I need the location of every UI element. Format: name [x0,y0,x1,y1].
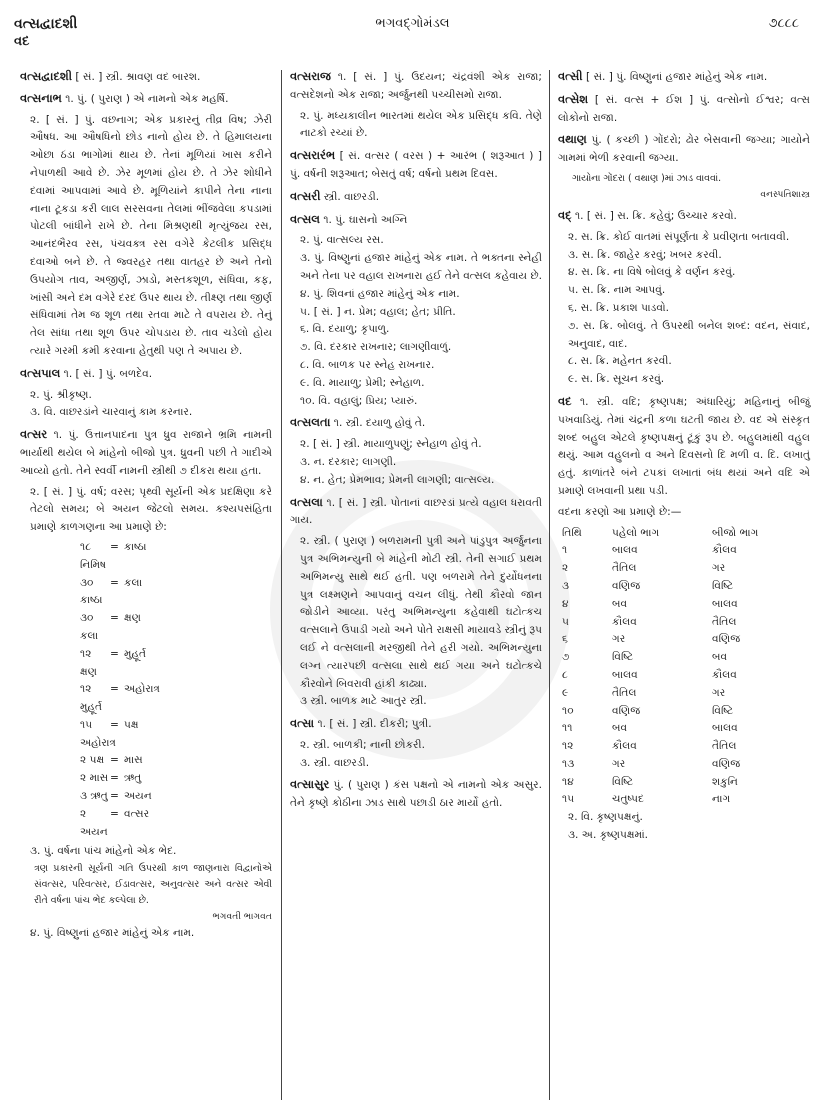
sense: ૮. સ. ક્રિ. મહેનત કરવી. [568,355,672,368]
cell: = [110,612,119,625]
headword: વત્સપાલ [20,365,61,380]
entry [20,90,272,109]
sense-list [290,436,542,489]
sense: ૨. વિ. કૃષ્ણપક્ષનું. [568,811,643,824]
table-row [562,720,810,738]
entry [20,365,272,384]
table-row [80,539,272,575]
cell: ૩ ઋતુ [80,790,108,803]
cell: ૨ માસ [80,772,109,785]
headword: વત્સલા [290,494,323,509]
cell: વિષ્ટિ [712,579,734,592]
cell: કૌલવ [612,615,637,628]
cell: વણિજ [612,704,641,717]
headword: વત્સલતા [290,415,331,430]
entry [290,715,542,734]
cell: = [110,754,119,767]
table-row [80,610,272,646]
cell: ૧૫ [562,793,575,806]
sense: ૧૦. વિ. વહાલું; પ્રિય; પ્યારું. [300,394,418,407]
headword: વદ્ [558,207,572,222]
cell: ગર [712,686,726,699]
cell: નાગ [712,793,731,806]
sense: ૩. અ. કૃષ્ણપક્ષમાં. [568,829,649,842]
table-row [80,752,272,770]
table-row [80,575,272,611]
quotation: ગાયોના ગોંદરા ( વથાણ )માં ઝાડ વાવવાં. [572,172,722,184]
cell: ગર [612,757,626,770]
sense: ૪. સ. ક્રિ. ના વિષે બોલવું કે વર્ણન કરવું. [568,266,736,279]
quotation-source: વનસ્પતિશાસ્ત્ર [760,188,810,200]
sense: ૨. સ્ત્રી. ( પુરાણ ) બળરામની પુત્રી અને પાંડુપુત્ર અર્જુનના પુત્ર અભિમન્યુની બે માંહેની મોટી સ્ત્રી. તેની સગાઈ પ્રથમ અભિમન્યુ સાથે થઈ હતી. પણ બળરામે તેને દુર્યોધનના પુત્ર લક્ષ્મણને આપવાનું વચન લીધું. તેથી કૌરવો જાન જોડીને આવ્યા. પરંતુ અભિમન્યુના કહેવાથી ઘટોત્કચ વત્સલાને ઉપાડી ગયો અને પોતે રાક્ષસી માયાવડે સ્ત્રીનું રૂપ લઈ ને વત્સલાની મરજીથી તેને હરી ગયો. અભિમન્યુના લગ્ન ત્યારપછી વત્સલા સાથે થઈ ગયા અને ઘટોત્કચે કૌરવોને બિવરાવી હાંકી કાઢ્યા. [300,535,542,690]
cell: ૧૧ [562,722,573,735]
table-row [562,631,810,649]
sense: ૨. સ. ક્રિ. કોઈ વાતમાં સંપૂર્ણતા કે પ્રવીણતા બતાવવી. [568,230,790,243]
left-guide-word: વત્સદ્વાદશી [14,16,78,32]
table-row [80,646,272,682]
cell: વણિજ [712,757,741,770]
cell: બવ [612,722,628,735]
cell: = [110,540,119,553]
entry [290,494,542,531]
headword: વત્સેશ [558,91,589,106]
cell: ૨ અયન [80,807,108,838]
headword: વથાણ [558,132,587,147]
definition: ૧. [ સં. ] પું. ઉદયન; ચંદ્રવંશી એક રાજા; વત્સદેશનો એક રાજા; અર્જુનથી પચ્ચીસમો રાજા. [290,71,542,101]
cell: ઋતુ [124,772,142,785]
cell: માસ [124,754,143,767]
definition: ૧. પું. ઘાસનો અગ્નિ [319,213,408,226]
table-row [562,756,810,774]
cell: મુહૂર્ત [124,647,147,660]
definition: ૧. [ સં. ] સ્ત્રી. પોતાનાં વાછરડાં પ્રત્યે વહાલ ધરાવતી ગાય. [290,496,542,527]
cell: = [110,718,119,731]
definition: ૧. [ સં. ] સ. ક્રિ. કહેવું; ઉચ્ચાર કરવો. [571,209,737,222]
table-row [562,578,810,596]
entry [290,68,542,105]
karan-table [558,542,810,809]
headword: વત્સરી [290,188,321,203]
sense: ૭. વિ. દરકાર રાખનાર; લાગણીવાળું. [300,341,452,354]
headword: વત્સલ [290,211,320,226]
definition: ૧. સ્ત્રી. વદિ; કૃષ્ણપક્ષ; અંધારિયું; મહિનાનું બીજું પખવાડિયું. તેમાં ચંદ્રની કળા ઘટતી જાય છે. વદ એ સંસ્કૃત શબ્દ બહુલ એટલે કૃષ્ણપક્ષનું ટૂંકું રૂપ છે. બહુલમાંથી વહુલ થયું. આમ વહુલનો વ અને દિવસનો દિ મળી વ. દિ. લખાતું હતું. કાળાંતરે બંને ટપકાં લખાતાં બંધ થયાં અને વદિ એ પ્રમાણે લખવાની પ્રથા પડી. [558,395,810,497]
cell: તૈતિલ [712,615,737,628]
cell: કૌલવ [712,668,737,681]
headword: વત્સાસુર [290,777,330,792]
cell: તૈતિલ [612,686,637,699]
cell: ૧૨ મુહૂર્ત [80,683,103,714]
sense: ૪. પું. વિષ્ણુનાં હજાર માંહેનું એક નામ. [30,927,195,940]
headword: વત્સદ્વાદશી [20,69,73,83]
quotation: ત્રણ પ્રકારની સૂર્યની ગતિ ઉપરથી કાળ જાણનારા વિદ્વાનોએ સંવત્સર, પરિવત્સર, ઈડાવત્સર, અનુવત્સર અને વત્સર એવી રીતે વર્ષના પાંચ ભેદ કલ્પેલા છે. [34,863,272,907]
entry [558,131,810,168]
sense: ૩ સ્ત્રી. બાળક માટે આતુર સ્ત્રી. [300,695,427,708]
table-row [562,649,810,667]
definition: ૧. [ સં. ] પું. બળદેવ. [60,367,153,380]
definition: ૧. પું. ઉત્તાનપાદના પુત્ર ધ્રુવ રાજાને ભ્રમિ નામની ભાર્યાથી થયેલ બે માંહેનો બીજો પુત્ર. ધ્રુવની પછી તે ગાદીએ આવ્યો હતો. તેને સ્વર્વી નામની સ્ત્રીથી ૭ દીકરા થયા હતા. [20,429,272,477]
entry [558,68,810,87]
cell: બવ [712,651,728,664]
sense: ૯. વિ. માયાળુ; પ્રેમી; સ્નેહાળ. [300,376,425,389]
cell: વત્સર [124,807,150,820]
sense: ૬. વિ. દયાળુ; કૃપાળુ. [300,323,390,336]
column-2 [290,68,542,816]
header-tithi: તિથિ [562,526,582,539]
cell: ક્ષણ [124,612,141,625]
definition: [ સં. ] પું. વિષ્ણુનાં હજાર માંહેનું એક નામ. [582,71,768,83]
entry [290,211,542,230]
cell: ૧૫ અહોરાત્ર [80,718,116,749]
headword: વદ [558,393,572,408]
cell: ગર [712,562,726,575]
table-row [562,596,810,614]
sense-list [558,229,810,389]
quotation-source: ભગવતી ભાગવત [212,911,272,923]
cell: = [110,576,119,589]
entry [290,776,542,813]
left-guide-sub: વદ [14,34,30,49]
sense: ૩. ન. દરકાર; લાગણી. [300,455,397,468]
entry [558,91,810,128]
headword: વત્સનાભ [20,90,62,105]
headword: વત્સી [558,69,583,83]
sense: ૨. સ્ત્રી. બાળકી; નાની છોકરી. [300,738,425,751]
sense: ૩. સ. ક્રિ. જાહેર કરવું; ખબર કરવી. [568,248,722,261]
cell: ચતુષ્પદ [612,793,644,806]
column-divider-1 [281,70,282,1100]
definition: [ સં. વત્સ + ઈશ ] પું. વત્સોનો ઈશ્વર; વત્સ લોકોનો રાજા. [558,93,810,124]
sense: ૨. પું. શ્રીકૃષ્ણ. [30,388,92,401]
sense: ૨. [ સં. ] પું. વછનાગ; એક પ્રકારનું તીવ્ર વિષ; ઝેરી ઔષધ. આ ઔષધિનો છોડ નાનો હોય છે. તે હિમાલયના ઓછા ઠંડા ભાગોમાં થાય છે. તેનાં મૂળિયાં ખાસ કરીને નેપાળથી આવે છે. ઝેર મૂળમાં હોય છે. તે ઝેર શોધીને દવામાં આપવામાં આવે છે. મૂળિયાંને કાપીને તેના નાના નાના ટૂકડા કરી લાલ સરસવના તેલમાં ભીંજવેલા કપડામાં પોટલી બાંધીને રાખે છે. તેના મિશ્રણથી મૃત્યુંજય રસ, આનંદભૈરવ રસ, પંચવક્ત્ર રસ વગેરે કેટલીક પ્રસિદ્ધ દવાઓ બને છે. તે જ્વરહર તથા વાતહર છે અને તેનો ઉપયોગ તાવ, અજીર્ણ, ઝાડો, મસ્તકશૂળ, સંધિવા, કફ, ખાંસી અને દમ વગેરે દરદ ઉપર થાય છે. તીક્ષ્ણ તથા જીર્ણ સંધિવામાં તેમ જ શૂળ તથા રતવા માટે તે વપરાય છે. તેનું તેલ સાંધા તથા શૂળ ઉપર ચોપડાય છે. તાવ ચડેલો હોય ત્યારે ગરમી કમી કરવાના હેતુથી પણ તે અપાય છે. [30,113,272,357]
sense: ૯. સ. ક્રિ. સૂચન કરવું. [568,373,665,386]
cell: ૧૩ [562,757,575,770]
cell: ૩૦ કલા [80,612,99,642]
cell: ગર [612,633,626,646]
table-row [562,667,810,685]
sense: ૨. પું. વાત્સલ્ય રસ. [300,234,384,247]
cell: = [110,807,119,820]
cell: ૯ [562,686,569,699]
sense: ૫. સ. ક્રિ. નામ આપવું. [568,284,666,297]
dictionary-title: ભગવદ્ગોમંડલ [375,16,450,31]
entry [290,147,542,184]
cell: = [110,683,119,696]
karan-intro: વદના કરણો આ પ્રમાણે છે:— [558,505,682,518]
cell: તૈતિલ [612,562,637,575]
table-row [562,685,810,703]
cell: વિષ્ટિ [612,651,634,664]
table-row [562,774,810,792]
definition: ૧. [ સં. ] સ્ત્રી. દીકરી; પુત્રી. [314,718,432,731]
headword: વત્સા [290,716,315,731]
table-row [562,703,810,721]
column-1 [20,68,272,943]
cell: ૧ [562,544,568,557]
sense: ૨. [ સં. ] સ્ત્રી. માયાળુપણું; સ્નેહાળ હોવું તે. [300,438,482,451]
entry [20,68,272,87]
cell: બાલવ [712,722,738,735]
cell: ૧૨ ક્ષણ [80,647,97,678]
sense: ૩. પું. વર્ષના પાંચ માંહેનો એક ભેદ. [30,845,177,858]
cell: ૩ [562,579,570,592]
header-second-part: બીજો ભાગ [712,526,759,539]
cell: કલા [124,576,143,589]
entry [558,207,810,226]
cell: ૨ પક્ષ [80,754,105,767]
cell: વણિજ [612,579,641,592]
page-number: ૭૮૮૮ [768,16,799,31]
cell: ૪ [562,597,569,610]
cell: કૌલવ [612,740,637,753]
cell: બવ [612,597,628,610]
cell: અહોરાત્ર [124,683,160,696]
cell: બાલવ [612,544,638,557]
cell: ૬ [562,633,568,646]
page-header [0,16,825,49]
sense: ૩. સ્ત્રી. વાછરડી. [300,756,370,769]
cell: = [110,790,119,803]
sense: ૬. સ. ક્રિ. પ્રકાશ પાડવો. [568,301,669,314]
sense: ૩. પું. વિષ્ણુનાં હજાર માંહેનું એક નામ. તે ભક્તના સ્નેહી અને તેના પર વહાલ રાખનારા હઈ તેને વત્સલ કહેવાય છે. [300,252,542,282]
sense: ૩. વિ. વાછરડાંને ચારવાનું કામ કરનાર. [30,406,193,419]
definition: સ્ત્રી. વાછરડી. [320,190,380,203]
cell: = [110,647,119,660]
table-row [562,738,810,756]
sense: ૭. સ. ક્રિ. બોલવું. તે ઉપરથી બનેલ શબ્દ: વદન, સંવાદ, અનુવાદ, વાદ. [568,319,810,350]
table-row [562,614,810,632]
cell: અયન [124,790,152,803]
headword: વત્સરાજ [290,69,331,83]
time-units-rows [80,539,272,842]
table-row [562,560,810,578]
definition: પું. ( કચ્છી ) ગોંદરો; ઢોર બેસવાની જગ્યા; ગાયોને ગામમાં ભેળી કરવાની જગ્યા. [558,134,810,165]
cell: પક્ષ [124,718,139,731]
table-row [80,770,272,788]
sense: ૪. પું. શિવનાં હજાર માંહેનું એક નામ. [300,287,460,300]
table-row [562,791,810,809]
cell: ૧૪ [562,775,574,788]
column-3 [558,68,810,845]
headword: વત્સરારંભ [290,148,336,163]
sense: ૨. પું. મધ્યકાલીન ભારતમાં થયેલ એક પ્રસિદ્ધ કવિ. તેણે નાટકો રચ્યાં છે. [300,109,542,140]
sense: ૨. [ સં. ] પું. વર્ષ; વરસ; પૃથ્વી સૂર્યની એક પ્રદક્ષિણા કરે તેટલો સમય; બે અયન જેટલો સમય. કશ્યપસંહિતા પ્રમાણે કાળગણના આ પ્રમાણે છે: [30,485,272,534]
entry [290,414,542,433]
cell: વિષ્ટિ [612,775,634,788]
table-row [80,717,272,753]
entry [558,393,810,501]
entry [20,426,272,480]
definition: ૧. સ્ત્રી. દયાળુ હોવું તે. [330,417,426,430]
sense: ૪. ન. હેત; પ્રેમભાવ; પ્રેમની લાગણી; વાત્સલ્ય. [300,473,495,486]
cell: બાલવ [712,597,738,610]
definition: પું. ( પુરાણ ) કંસ પક્ષનો એ નામનો એક અસુર. તેને કૃષ્ણે કોઠીના ઝાડ સાથે પછાડી ઠાર માર્યો હતો. [290,779,542,810]
column-divider-2 [549,70,550,1100]
definition: ૧. પું. ( પુરાણ ) એ નામનો એક મહર્ષિ. [61,92,229,105]
cell: ૫ [562,615,569,628]
cell: શકુનિ [712,775,738,788]
entry [290,188,542,207]
sense-list [290,232,542,410]
cell: ૧૮ નિમિષ [80,540,107,571]
sense: ૮. વિ. બાળક પર સ્નેહ રાખનાર. [300,358,435,371]
definition: [ સં. વત્સર ( વરસ ) + આરંભ ( શરૂઆત ) ] પું. વર્ષની શરૂઆત; બેસતું વર્ષ; વર્ષનો પ્રથમ દિવસ. [290,150,542,180]
table-row [80,788,272,806]
table-row [562,542,810,560]
sense: ૫. [ સં. ] ન. પ્રેમ; વહાલ; હેત; પ્રીતિ. [300,305,456,318]
cell: ૨ [562,562,569,575]
table-row [80,681,272,717]
cell: કૌલવ [712,544,737,557]
cell: બાલવ [612,668,638,681]
cell: તૈતિલ [712,740,737,753]
cell: ૧૨ [562,740,574,753]
header-first-part: પહેલો ભાગ [612,526,660,539]
definition: [ સં. ] સ્ત્રી. શ્રાવણ વદ બારશ. [72,71,201,83]
cell: વણિજ [712,633,741,646]
cell: કાષ્ઠા [124,540,147,553]
cell: ૩૦ કાષ્ઠા [80,576,103,607]
karan-table-header [562,525,810,543]
cell: ૮ [562,668,568,681]
headword: વત્સર [20,427,48,442]
cell: ૧૦ [562,704,574,717]
cell: = [110,772,119,785]
table-row [80,806,272,842]
cell: ૭ [562,651,570,664]
cell: વિષ્ટિ [712,704,734,717]
